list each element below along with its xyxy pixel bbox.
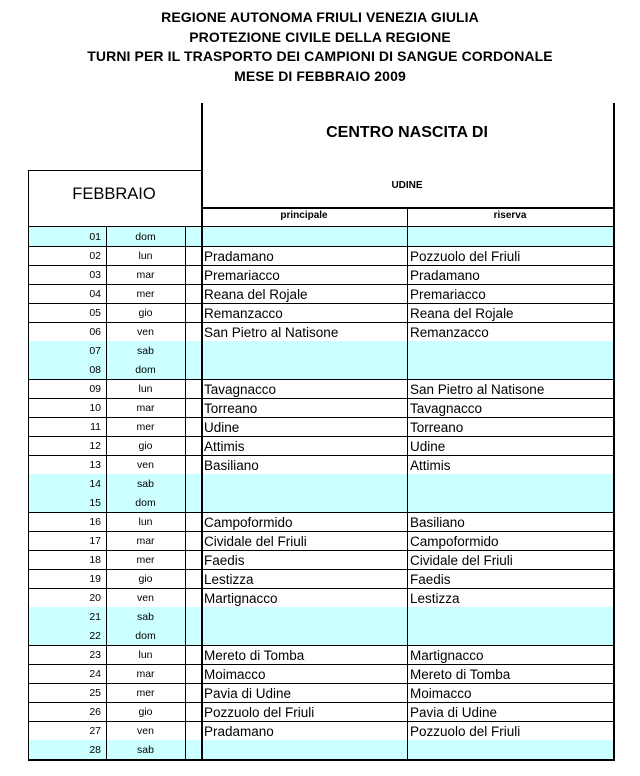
day-of-week: mar [136, 402, 155, 414]
principale-cell: Lestizza [204, 572, 254, 587]
day-number: 24 [89, 668, 101, 680]
divider-day-dow [106, 227, 107, 759]
principale-cell: Mereto di Tomba [204, 648, 305, 663]
principale-cell [201, 608, 410, 627]
riserva-cell [407, 228, 616, 247]
day-number: 27 [89, 725, 101, 737]
riserva-cell: Martignacco [410, 648, 484, 663]
day-of-week: mer [136, 687, 155, 699]
day-of-week: gio [138, 706, 153, 718]
left-border [28, 170, 29, 759]
day-of-week: mar [136, 535, 155, 547]
riserva-cell [407, 608, 616, 627]
day-number: 14 [89, 478, 101, 490]
riserva-cell: Basiliano [410, 515, 465, 530]
day-number: 17 [89, 535, 101, 547]
riserva-cell: Torreano [410, 420, 464, 435]
day-number: 16 [89, 516, 101, 528]
day-of-week: lun [138, 383, 153, 395]
principale-cell: Reana del Rojale [204, 287, 308, 302]
principale-cell: Attimis [204, 439, 245, 454]
principale-cell: Pradamano [204, 249, 274, 264]
day-number: 09 [89, 383, 101, 395]
day-of-week: ven [137, 592, 154, 604]
principale-cell: San Pietro al Natisone [204, 325, 339, 340]
day-number: 22 [89, 630, 101, 642]
riserva-cell [407, 627, 616, 646]
day-number: 01 [89, 231, 101, 243]
principale-cell: Basiliano [204, 458, 259, 473]
day-number: 25 [89, 687, 101, 699]
day-of-week: lun [138, 649, 153, 661]
riserva-cell: Pradamano [410, 268, 480, 283]
principale-cell: Moimacco [204, 667, 266, 682]
day-number: 21 [89, 611, 101, 623]
day-of-week: dom [135, 630, 156, 642]
principale-cell: Campoformido [204, 515, 293, 530]
riserva-cell: Pozzuolo del Friuli [410, 249, 521, 264]
riserva-cell: Mereto di Tomba [410, 667, 511, 682]
riserva-cell: San Pietro al Natisone [410, 382, 545, 397]
month-box-top [28, 170, 201, 171]
principale-cell: Tavagnacco [204, 382, 277, 397]
day-of-week: sab [137, 345, 154, 357]
riserva-cell [407, 741, 616, 760]
day-of-week: lun [138, 250, 153, 262]
riserva-cell: Tavagnacco [410, 401, 483, 416]
day-of-week: dom [135, 364, 156, 376]
riserva-cell [407, 475, 616, 494]
principale-cell [201, 741, 410, 760]
day-number: 20 [89, 592, 101, 604]
day-number: 12 [89, 440, 101, 452]
month-box-bottom [28, 226, 201, 227]
day-of-week: gio [138, 307, 153, 319]
day-number: 05 [89, 307, 101, 319]
riserva-cell: Udine [410, 439, 446, 454]
day-of-week: ven [137, 459, 154, 471]
col-header-principale: principale [280, 210, 328, 221]
principale-cell [201, 627, 410, 646]
day-of-week: sab [137, 478, 154, 490]
day-number: 19 [89, 573, 101, 585]
right-border [613, 103, 615, 759]
day-of-week: mar [136, 269, 155, 281]
riserva-cell: Pozzuolo del Friuli [410, 724, 521, 739]
day-number: 07 [89, 345, 101, 357]
col-header-riserva: riserva [493, 210, 527, 221]
riserva-cell: Premariacco [410, 287, 486, 302]
riserva-cell [407, 494, 616, 513]
principale-cell: Cividale del Friuli [204, 534, 307, 549]
principale-cell [201, 342, 410, 361]
principale-cell [201, 475, 410, 494]
principale-cell: Pradamano [204, 724, 274, 739]
principale-cell: Udine [204, 420, 240, 435]
day-of-week: ven [137, 725, 154, 737]
principale-cell: Pozzuolo del Friuli [204, 705, 315, 720]
subheader-bottom-line [201, 226, 613, 227]
day-of-week: mer [136, 421, 155, 433]
day-number: 10 [89, 402, 101, 414]
principale-cell [201, 494, 410, 513]
riserva-cell [407, 361, 616, 380]
day-number: 02 [89, 250, 101, 262]
day-of-week: dom [135, 231, 156, 243]
table-bottom [28, 759, 615, 761]
title-protezione: PROTEZIONE CIVILE DELLA REGIONE [189, 28, 451, 45]
day-of-week: dom [135, 497, 156, 509]
divider-dow-blank [185, 227, 186, 759]
principale-cell: Premariacco [204, 268, 280, 283]
day-number: 03 [89, 269, 101, 281]
month-heading: FEBBRAIO [72, 185, 156, 203]
title-turni: TURNI PER IL TRASPORTO DEI CAMPIONI DI SANGUE CORDONALE [87, 48, 553, 64]
day-of-week: mar [136, 668, 155, 680]
principale-cell [201, 361, 410, 380]
riserva-cell [407, 342, 616, 361]
day-of-week: gio [138, 573, 153, 585]
day-of-week: lun [138, 516, 153, 528]
day-number: 18 [89, 554, 101, 566]
day-number: 11 [90, 421, 101, 433]
riserva-cell: Campoformido [410, 534, 499, 549]
riserva-cell: Reana del Rojale [410, 306, 514, 321]
riserva-cell: Remanzacco [410, 325, 489, 340]
day-number: 08 [89, 364, 101, 376]
principale-cell: Martignacco [204, 591, 278, 606]
riserva-cell: Faedis [410, 572, 451, 587]
principale-cell: Faedis [204, 553, 245, 568]
riserva-cell: Cividale del Friuli [410, 553, 513, 568]
day-of-week: sab [137, 611, 154, 623]
day-number: 06 [89, 326, 101, 338]
day-number: 15 [89, 497, 101, 509]
riserva-cell: Lestizza [410, 591, 460, 606]
city-heading: UDINE [391, 180, 423, 191]
day-number: 13 [89, 459, 101, 471]
subheader-top-line [201, 207, 613, 209]
title-month: MESE DI FEBBRAIO 2009 [234, 67, 406, 84]
day-number: 23 [89, 649, 101, 661]
principale-cell: Pavia di Udine [204, 686, 292, 701]
principale-cell: Torreano [204, 401, 258, 416]
left-border-principale [201, 103, 203, 759]
riserva-cell: Moimacco [410, 686, 472, 701]
day-of-week: sab [137, 744, 154, 756]
riserva-cell: Attimis [410, 458, 451, 473]
day-of-week: mer [136, 288, 155, 300]
centro-nascita-heading: CENTRO NASCITA DI [326, 124, 488, 141]
riserva-cell: Pavia di Udine [410, 705, 498, 720]
title-region: REGIONE AUTONOMA FRIULI VENEZIA GIULIA [161, 9, 479, 25]
day-number: 04 [89, 288, 101, 300]
day-of-week: gio [138, 440, 153, 452]
principale-cell: Remanzacco [204, 306, 283, 321]
day-number: 28 [89, 744, 101, 756]
day-of-week: ven [137, 326, 154, 338]
day-number: 26 [89, 706, 101, 718]
principale-cell [201, 228, 410, 247]
divider-principale-riserva [407, 207, 408, 759]
day-of-week: mer [136, 554, 155, 566]
